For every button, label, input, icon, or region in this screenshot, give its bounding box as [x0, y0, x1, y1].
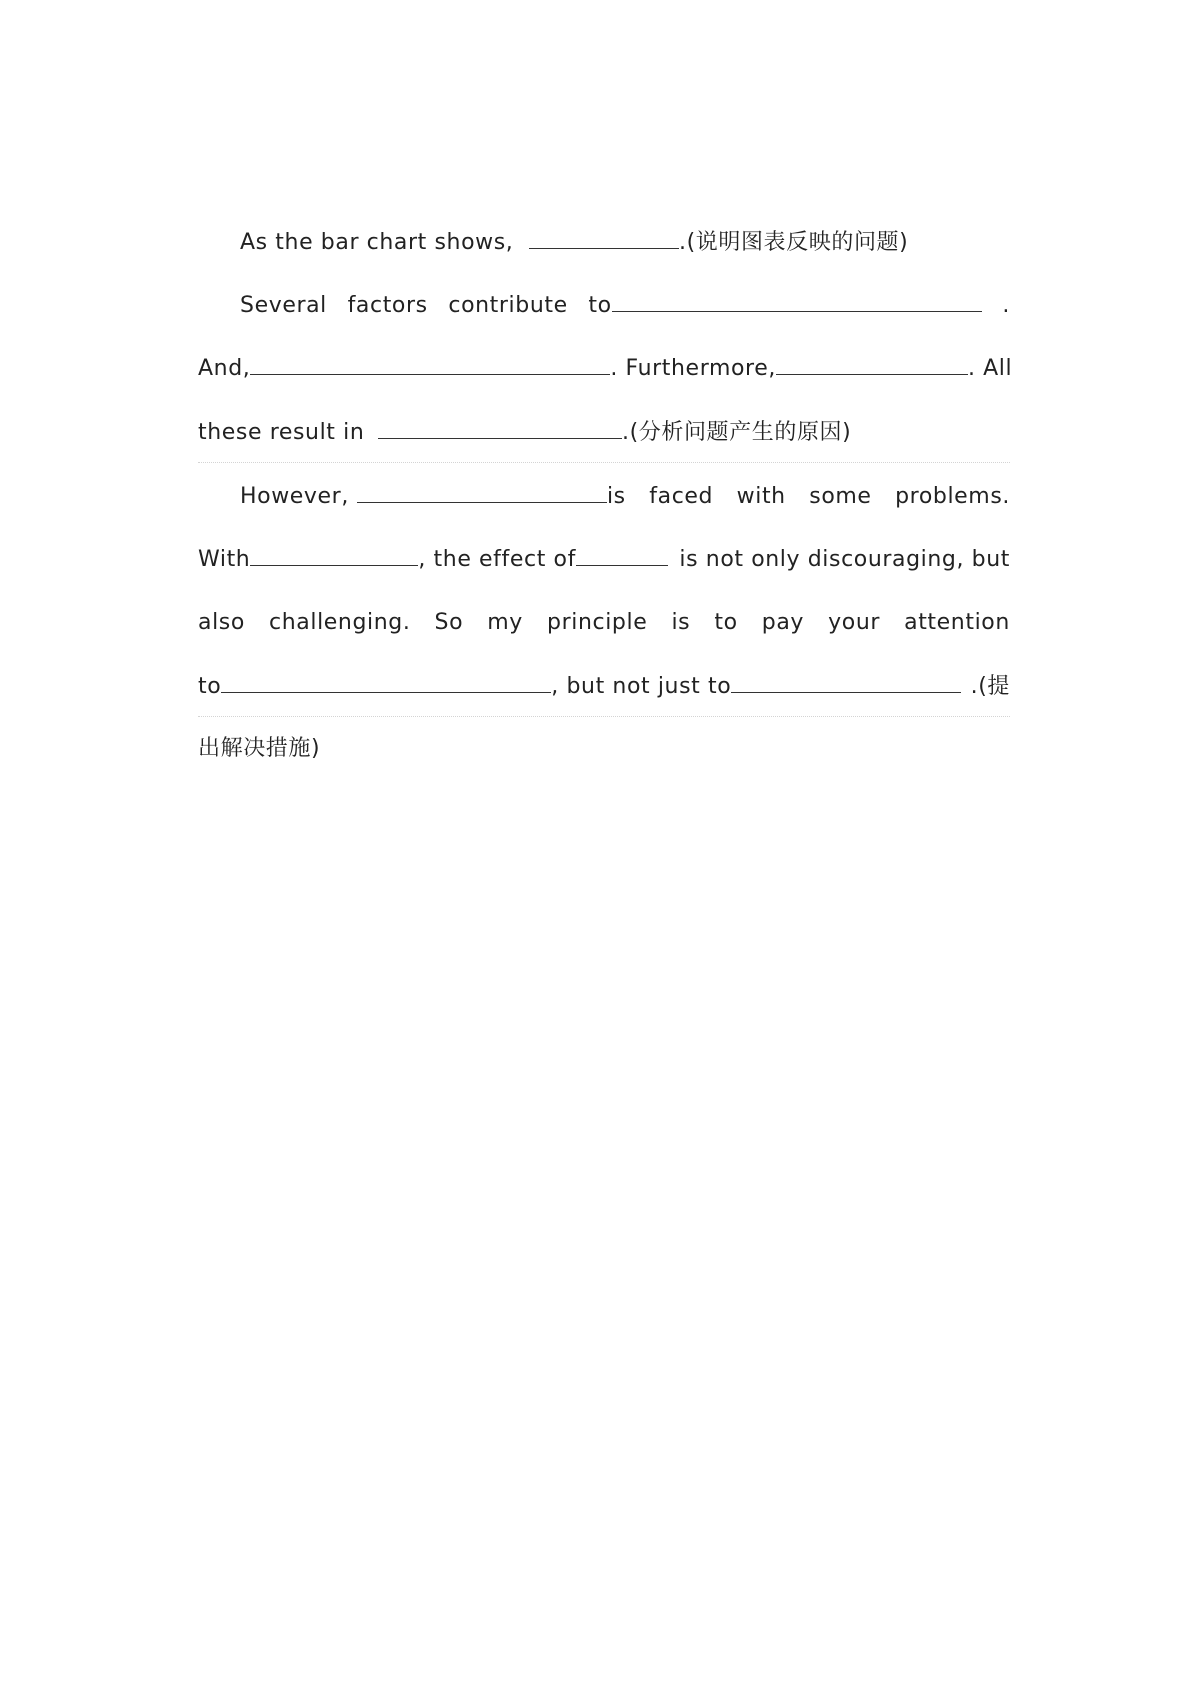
text-segment: . Furthermore,	[610, 356, 776, 381]
paragraph-3-line-3	[198, 606, 1010, 640]
text-segment: these result in	[198, 420, 365, 445]
word: However,	[240, 484, 349, 509]
paragraph-2-line-3	[198, 416, 1010, 450]
text-segment: , the effect of	[418, 547, 576, 572]
text-segment: . All	[967, 356, 1013, 381]
text-segment: With	[198, 547, 251, 572]
dotted-divider	[198, 462, 1010, 463]
word: principle	[547, 610, 648, 635]
word: also	[198, 610, 245, 635]
fill-blank	[221, 670, 551, 693]
paragraph-3-line-1	[240, 480, 1010, 514]
paragraph-3-line-5	[198, 732, 1010, 766]
text-segment: .(提	[970, 674, 1010, 699]
text-segment: .(分析问题产生的原因)	[621, 420, 852, 445]
fill-blank	[357, 480, 607, 503]
word: with	[736, 484, 786, 509]
text-segment: And,	[198, 356, 251, 381]
word: my	[487, 610, 523, 635]
word: some	[809, 484, 872, 509]
dotted-divider	[198, 716, 1010, 717]
text-segment: , but not just to	[551, 674, 732, 699]
word: to	[714, 610, 738, 635]
paragraph-3-line-4	[198, 670, 1010, 704]
fill-blank	[529, 226, 679, 249]
fill-blank	[612, 289, 982, 312]
word: challenging.	[269, 610, 411, 635]
word: .	[1002, 293, 1010, 318]
word: problems.	[895, 484, 1010, 509]
text-segment: to	[198, 674, 222, 699]
text-segment: .(说明图表反映的问题)	[678, 230, 909, 255]
word: Several	[240, 293, 327, 318]
text-segment: 出解决措施)	[198, 736, 321, 761]
paragraph-2-line-2	[198, 352, 1013, 386]
word: is	[671, 610, 691, 635]
word: is	[606, 484, 626, 509]
word: to	[588, 293, 612, 318]
fill-blank	[776, 352, 968, 375]
paragraph-2-line-1	[240, 289, 1010, 323]
fill-blank	[576, 543, 668, 566]
fill-blank	[250, 543, 418, 566]
fill-blank	[250, 352, 610, 375]
paragraph-1-line-1	[240, 226, 1010, 260]
word: your	[828, 610, 881, 635]
word: attention	[904, 610, 1010, 635]
text-segment: As the bar chart shows,	[240, 230, 514, 255]
word: faced	[649, 484, 714, 509]
fill-blank	[378, 416, 622, 439]
word: contribute	[448, 293, 568, 318]
word: factors	[347, 293, 428, 318]
text-segment: is not only discouraging, but	[679, 547, 1010, 572]
fill-blank	[731, 670, 961, 693]
word: pay	[761, 610, 805, 635]
word: So	[434, 610, 464, 635]
paragraph-3-line-2	[198, 543, 1010, 577]
